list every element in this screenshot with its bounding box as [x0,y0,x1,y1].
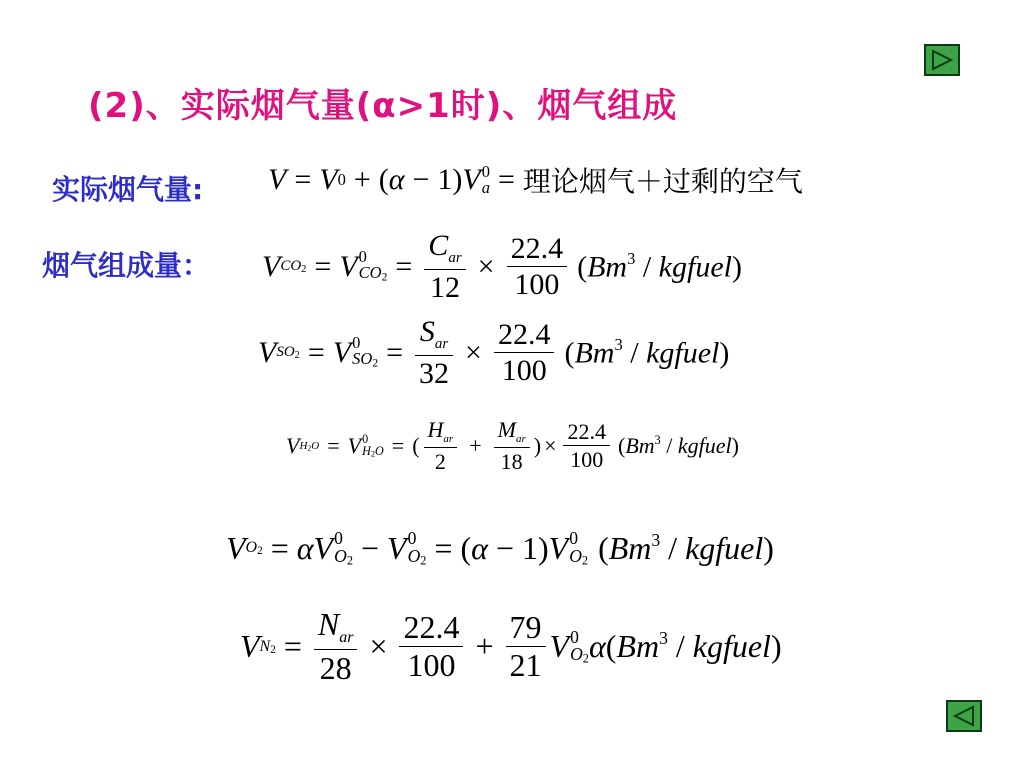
page-title: (2)、实际烟气量(α>1时)、烟气组成 [88,86,678,126]
play-right-icon [930,49,954,71]
factor-fraction: $\frac{22.4}{100}$ [563,420,610,471]
prev-slide-button[interactable] [946,700,982,732]
factor-fraction: $\frac{22.4}{100}$ [507,233,568,301]
play-left-icon [952,705,976,727]
so2-equation: V SO2 = V 0 SO2 = $\frac{S_{ar}}{32}$ × $\frac{22.4}{100}$ (Bm$^3$ / kgfuel) [258,315,730,390]
n2-equation: V N2 = $\frac{N_{ar}}{28}$ × $\frac{22.4}{100}$ + $\frac{79}{21}$ V 0 O2 α (Bm$^3$ / kgfuel) [240,606,782,686]
o2-ratio-fraction: $\frac{79}{21}$ [506,611,546,683]
co2-equation: V CO2 = V 0 CO2 = $\frac{C_{ar}}{12}$ × $\frac{22.4}{100}$ (Bm$^3$ / kgfuel) [262,229,742,304]
actual-flue-gas-equation: V = V 0 + ( α − 1) V 0 a = 理论烟气＋过剩的空气 [268,161,803,198]
n-fraction: $\frac{N_{ar}}{28}$ [314,608,358,686]
actual-flue-gas-label: 实际烟气量: [52,173,204,206]
factor-fraction: $\frac{22.4}{100}$ [399,611,463,683]
actual-flue-gas-rhs-text: 理论烟气＋过剩的空气 [522,165,803,198]
o2-equation: V O2 = αV 0 O2 − V 0 O2 = ( α − 1) V 0 O2 (Bm$^3$ / kgfuel) [226,528,774,568]
m-fraction: $\frac{M_{ar}}{18}$ [494,418,530,474]
s-fraction: $\frac{S_{ar}}{32}$ [415,316,453,389]
h-fraction: $\frac{H_{ar}}{2}$ [424,418,458,474]
factor-fraction: $\frac{22.4}{100}$ [494,319,555,387]
next-slide-button[interactable] [924,44,960,76]
composition-label: 烟气组成量： [42,249,211,282]
h2o-equation: V H2O = V 0 H2O = ( $\frac{H_{ar}}{2}$ + $\frac{M_{ar}}{18}$ ) × $\frac{22.4}{100}$ (Bm$^3$ / kgfuel) [286,417,739,475]
c-fraction: $\frac{C_{ar}}{12}$ [424,230,465,303]
